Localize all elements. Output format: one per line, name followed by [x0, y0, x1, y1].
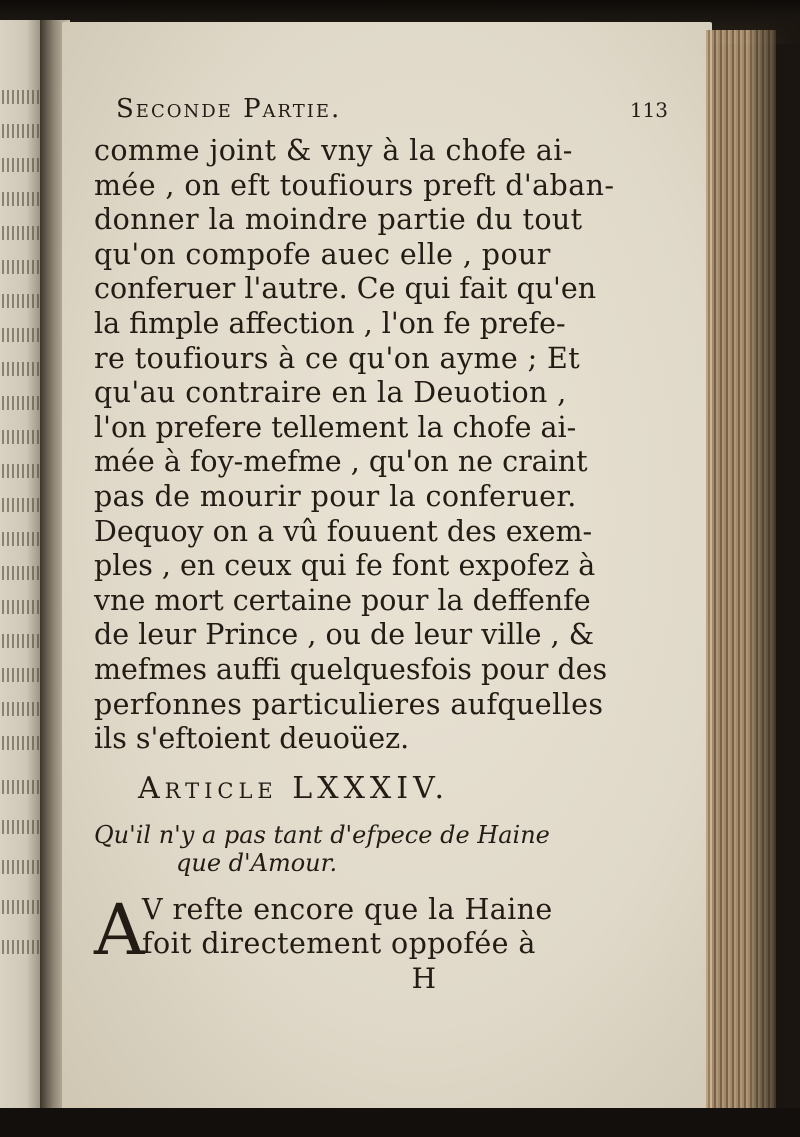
facing-text-fragment: [2, 780, 42, 794]
article-subtitle: Qu'il n'y a pas tant d'efpece de Haine: [94, 820, 550, 849]
text-line: vne mort certaine pour la deffenfe: [94, 583, 591, 617]
facing-text-fragment: [2, 396, 42, 410]
page-number: 113: [629, 98, 668, 122]
right-shadow: [752, 20, 800, 1137]
paragraph: [94, 888, 678, 971]
facing-text-fragment: [2, 668, 42, 682]
text-line: comme joint & vny à la chofe ai-: [94, 134, 573, 167]
text-line: donner la moindre partie du tout: [94, 203, 583, 237]
text-line: mée à foy-mefme , qu'on ne craint: [94, 445, 588, 479]
facing-text-fragment: [2, 90, 42, 104]
text-line: foit directement oppofée à: [142, 927, 536, 961]
text-line: qu'on compofe auec elle , pour: [94, 237, 551, 271]
text-line: V refte encore que la Haine: [142, 892, 553, 926]
facing-text-fragment: [2, 600, 42, 614]
facing-text-fragment: [2, 634, 42, 648]
facing-text-fragment: [2, 566, 42, 580]
text-line: de leur Prince , ou de leur ville , &: [94, 618, 595, 652]
facing-text-fragment: [2, 702, 42, 716]
page-header: [116, 94, 678, 134]
article-subtitle: que d'Amour.: [176, 848, 338, 877]
facing-text-fragment: [2, 820, 42, 834]
text-line: Dequoy on a vû fouuent des exem-: [94, 514, 593, 548]
facing-text-fragment: [2, 860, 42, 874]
page-text: [94, 94, 678, 996]
facing-text-fragment: [2, 900, 42, 914]
facing-text-fragment: [2, 736, 42, 750]
facing-text-fragment: [2, 430, 42, 444]
text-line: pas de mourir pour la conferuer.: [94, 479, 577, 513]
text-line: la fimple affection , l'on fe prefe-: [94, 306, 566, 340]
text-line: ples , en ceux qui fe font expofez à: [94, 549, 596, 583]
facing-text-fragment: [2, 498, 42, 512]
body-text: [94, 134, 678, 757]
signature-mark: H: [411, 961, 436, 995]
text-line: qu'au contraire en la Deuotion ,: [94, 376, 567, 410]
facing-page-edge: [0, 20, 44, 1110]
facing-text-fragment: [2, 362, 42, 376]
facing-text-fragment: [2, 464, 42, 478]
text-line: re toufiours à ce qu'on ayme ; Et: [94, 341, 581, 375]
text-line: conferuer l'autre. Ce qui fait qu'en: [94, 272, 597, 306]
running-head: Seconde Partie.: [116, 94, 342, 124]
facing-text-fragment: [2, 124, 42, 138]
text-line: mefmes auffi quelquesfois pour des: [94, 652, 608, 686]
text-line: perfonnes particulieres aufquelles: [94, 687, 604, 721]
bottom-shadow: [0, 1108, 800, 1137]
facing-text-fragment: [2, 226, 42, 240]
facing-text-fragment: [2, 328, 42, 342]
drop-cap: A: [94, 888, 145, 971]
facing-text-fragment: [2, 192, 42, 206]
facing-text-fragment: [2, 260, 42, 274]
facing-text-fragment: [2, 532, 42, 546]
text-line: l'on prefere tellement la chofe ai-: [94, 410, 577, 444]
article-heading: Article LXXXIV.: [138, 770, 450, 806]
text-line: ils s'eftoient deuoüez.: [94, 722, 410, 756]
facing-text-fragment: [2, 940, 42, 954]
facing-text-fragment: [2, 158, 42, 172]
facing-text-fragment: [2, 294, 42, 308]
text-line: mée , on eft toufiours preft d'aban-: [94, 168, 615, 202]
